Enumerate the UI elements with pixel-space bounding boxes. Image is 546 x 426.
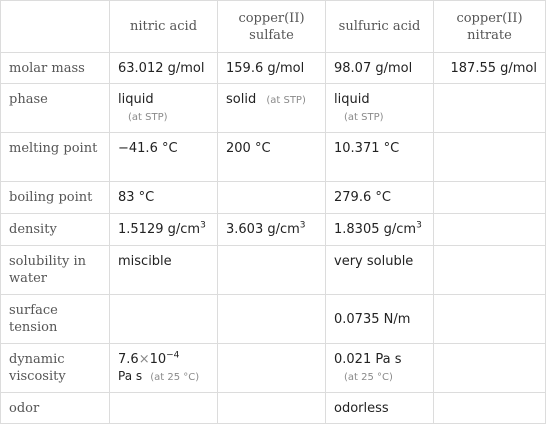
table-cell: 10.371 °C [326,133,434,182]
table-cell [110,393,218,424]
cell-note: (at STP) [344,112,384,123]
table-cell [218,84,326,133]
row-label: solubility in water [1,246,110,295]
row-label: molar mass [1,53,110,84]
header-row [1,1,546,53]
table-cell [434,214,546,246]
corner-cell [1,1,110,53]
cell-value: liquid [334,92,370,107]
table-cell [434,84,546,133]
table-cell [434,344,546,393]
times-sign: × [138,352,150,367]
table-row [1,393,546,424]
column-header: copper(II) sulfate [218,1,326,53]
row-label: phase [1,84,110,133]
table-cell: miscible [110,246,218,295]
table-cell [434,182,546,214]
cell-value: 1.8305 g/cm [334,222,417,237]
cell-note: (at 25 °C) [150,372,200,383]
row-label: odor [1,393,110,424]
table-row [1,133,546,182]
table-row [1,182,546,214]
table-cell: 83 °C [110,182,218,214]
table-cell: −41.6 °C [110,133,218,182]
cell-note: (at STP) [266,95,306,106]
table-row [1,214,546,246]
exponent: 3 [200,220,206,231]
table-cell: 63.012 g/mol [110,53,218,84]
exponent: 3 [416,220,422,231]
cell-note: (at STP) [128,112,168,123]
table-cell [218,393,326,424]
cell-value: 0.021 Pa s [334,352,402,367]
table-cell [434,133,546,182]
row-label: density [1,214,110,246]
cell-value: liquid [118,92,154,107]
table-cell [434,393,546,424]
cell-unit: Pa s [118,369,143,383]
cell-value: 10 [149,352,167,367]
table-row [1,295,546,344]
table-cell [110,295,218,344]
row-label: dynamic viscosity [1,344,110,393]
table-cell [218,214,326,246]
cell-value: 3.603 g/cm [226,222,300,237]
cell-value: 7.6 [118,352,139,367]
exponent: 3 [299,220,306,231]
column-header: copper(II) nitrate [434,1,546,53]
table-cell: 279.6 °C [326,182,434,214]
table-cell: 159.6 g/mol [218,53,326,84]
table-cell [110,344,218,393]
table-cell [110,84,218,133]
table-cell [218,344,326,393]
table-cell: 0.0735 N/m [326,295,434,344]
table-row [1,53,546,84]
table-cell [218,182,326,214]
table-row [1,344,546,393]
table-row [1,246,546,295]
table-cell: 98.07 g/mol [326,53,434,84]
table-cell [326,214,434,246]
table-cell: odorless [326,393,434,424]
row-label: boiling point [1,182,110,214]
row-label: surface tension [1,295,110,344]
table-cell [326,84,434,133]
table-cell [326,344,434,393]
table-cell [218,246,326,295]
table-cell [434,295,546,344]
column-header: sulfuric acid [326,1,434,53]
table-cell [434,246,546,295]
column-header: nitric acid [110,1,218,53]
cell-note: (at 25 °C) [344,372,393,383]
row-label: melting point [1,133,110,182]
cell-value: solid [226,92,257,107]
table-cell [218,295,326,344]
table-cell: very soluble [326,246,434,295]
table-row [1,84,546,133]
table-cell: 200 °C [218,133,326,182]
table-cell: 187.55 g/mol [434,53,546,84]
exponent: −4 [166,350,180,361]
cell-value: 1.5129 g/cm [118,222,201,237]
table-cell [110,214,218,246]
